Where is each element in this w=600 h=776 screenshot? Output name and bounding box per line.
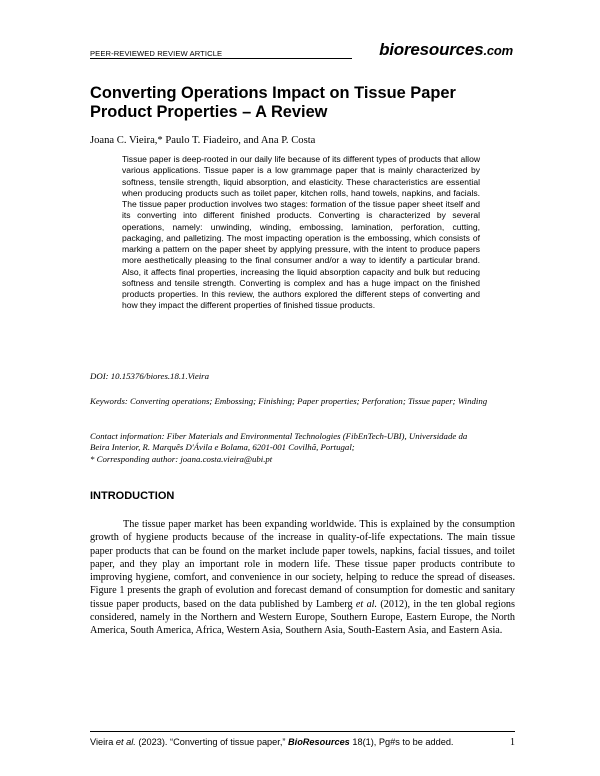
doi: DOI: 10.15376/biores.18.1.Vieira <box>90 371 209 381</box>
page-header <box>90 38 513 62</box>
journal-logo-main: bioresources <box>379 40 484 59</box>
author-list: Joana C. Vieira,* Paulo T. Fiadeiro, and Ana P. Costa <box>90 135 316 146</box>
contact-line-corresponding: * Corresponding author: joana.costa.vieira@ubi.pt <box>90 453 273 464</box>
footer-citation-mid: (2023). “Converting of tissue paper,” <box>135 737 288 747</box>
footer-etal: et al. <box>115 737 136 747</box>
contact-information <box>90 431 520 465</box>
journal-logo-tld: .com <box>483 43 513 58</box>
footer-rule <box>90 731 515 732</box>
footer-citation-tail: 18(1), Pg#s to be added. <box>349 737 454 747</box>
keywords: Keywords: Converting operations; Embossing; Finishing; Paper properties; Perforation; Tissue paper; Winding <box>90 396 488 406</box>
article-type-label: PEER-REVIEWED REVIEW ARTICLE <box>90 49 223 58</box>
page-number: 1 <box>510 737 515 748</box>
footer-author: Vieira <box>90 737 116 747</box>
intro-text-part2: (2012), in the ten global regions considered, namely in the Northern and Western Europe, Southern Europe, Eastern Europe, the North America, South America, Africa, Western Asia, Southern Asia, South-Eastern Asia, and Eastern Asia. <box>90 598 515 637</box>
section-heading-introduction: INTRODUCTION <box>90 490 175 502</box>
introduction-paragraph <box>90 518 515 638</box>
contact-line-address: Beira Interior, R. Marquês D'Ávila e Bolama, 6201-001 Covilhã, Portugal; <box>90 442 355 453</box>
footer-journal-name: BioResources <box>288 737 350 747</box>
intro-etal: et al. <box>355 598 378 610</box>
contact-line-affiliation: Contact information: Fiber Materials and Environmental Technologies (FibEnTech-UBI), Universidade da <box>90 431 468 441</box>
journal-logo <box>379 40 513 60</box>
footer-citation <box>90 737 453 747</box>
header-rule <box>90 58 352 59</box>
intro-text-part1: The tissue paper market has been expanding worldwide. This is explained by the consumption growth of hygiene products because of the increase in quality-of-life expectations. The main tissue paper products that can be found on the market include paper towels, napkins, facial tissues, and toilet paper, and they play an important role in modern life. These tissue paper products contribute to improving hygiene, comfort, and convenience in our society, helping to reduce the spread of diseases. Figure 1 presents the graph of evolution and forecast demand of consumption for domestic and sanitary tissue paper products, based on the data published by Lamberg <box>90 519 515 610</box>
abstract: Tissue paper is deep-rooted in our daily life because of its different types of products that allow various applications. Tissue paper is a low grammage paper that is mainly characterized by softness, tensile strength, liquid absorption, and elasticity. These characteristics are essential when producing products such as toilet paper, kitchen rolls, hand towels, napkins, and facials. The tissue paper production involves two stages: formation of the tissue paper sheet itself and its converting into different finished products. Converting is characterized by several operations, namely: unwinding, winding, embossing, lamination, perforation, cutting, packaging, and palletizing. The most impacting operation is the embossing, which consists of marking a pattern on the paper sheet by applying pressure, with the intent to produce papers more aesthetically pleasing to the final consumer and/or a way to identify a particular brand. Also, it affects final properties, increasing the liquid absorption capacity and bulk but reducing softness and tensile strength. Converting is complex and has a huge impact on the finished products properties. In this review, the authors explored the different steps of converting and how they impact the different properties of finished tissue products. <box>122 154 480 311</box>
article-title: Converting Operations Impact on Tissue Paper Product Properties – A Review <box>90 84 456 121</box>
